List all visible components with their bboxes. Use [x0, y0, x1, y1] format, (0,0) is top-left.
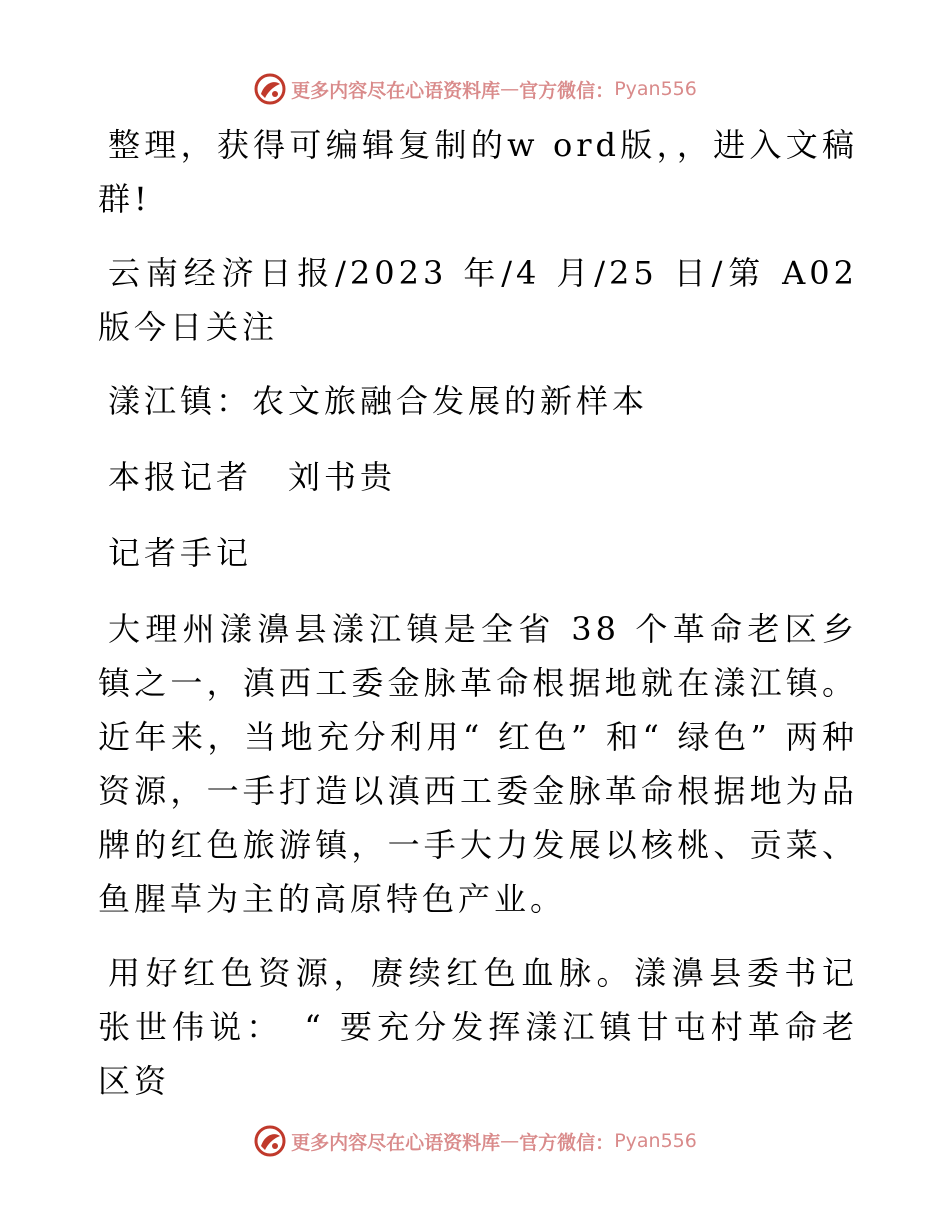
- body-paragraph: 大理州漾濞县漾江镇是全省 38 个革命老区乡镇之一，滇西工委金脉革命根据地就在漾江镇。近年来，当地充分利用“ 红色” 和“ 绿色” 两种资源，一手打造以滇西工委金脉革命根据地为品牌的红色旅游镇，一手大力发展以核桃、贡菜、鱼腥草为主的高原特色产业。: [98, 610, 858, 918]
- intro-paragraph: 整理，获得可编辑复制的w ord版，，进入文稿群!: [98, 126, 858, 218]
- body-paragraph: 用好红色资源，赓续红色血脉。漾濞县委书记张世伟说： “ 要充分发挥漾江镇甘屯村革命老区资: [98, 954, 858, 1100]
- watermark-brand: 更多内容尽在心语资料库: [291, 79, 501, 102]
- footer-watermark: [0, 1124, 950, 1158]
- article-title: 漾江镇：农文旅融合发展的新样本: [108, 382, 649, 420]
- header-watermark: [0, 72, 950, 106]
- brush-swirl-logo-icon: [253, 72, 287, 106]
- watermark-brand: 更多内容尽在心语资料库: [291, 1131, 501, 1154]
- watermark-official-label: 官方微信：: [519, 79, 615, 102]
- section-heading: 记者手记: [108, 534, 253, 572]
- watermark-wechat-id: Pyan556: [614, 78, 697, 100]
- source-line: 云南经济日报/2023 年/4 月/25 日/第 A02 版今日关注: [98, 254, 858, 346]
- byline: 本报记者 刘书贵: [108, 458, 397, 496]
- watermark-separator: —: [500, 1130, 520, 1152]
- watermark-wechat-id: Pyan556: [614, 1130, 697, 1152]
- document-body: [98, 118, 858, 1128]
- brush-swirl-logo-icon: [253, 1124, 287, 1158]
- watermark-official-label: 官方微信：: [519, 1131, 615, 1154]
- watermark-separator: —: [500, 78, 520, 100]
